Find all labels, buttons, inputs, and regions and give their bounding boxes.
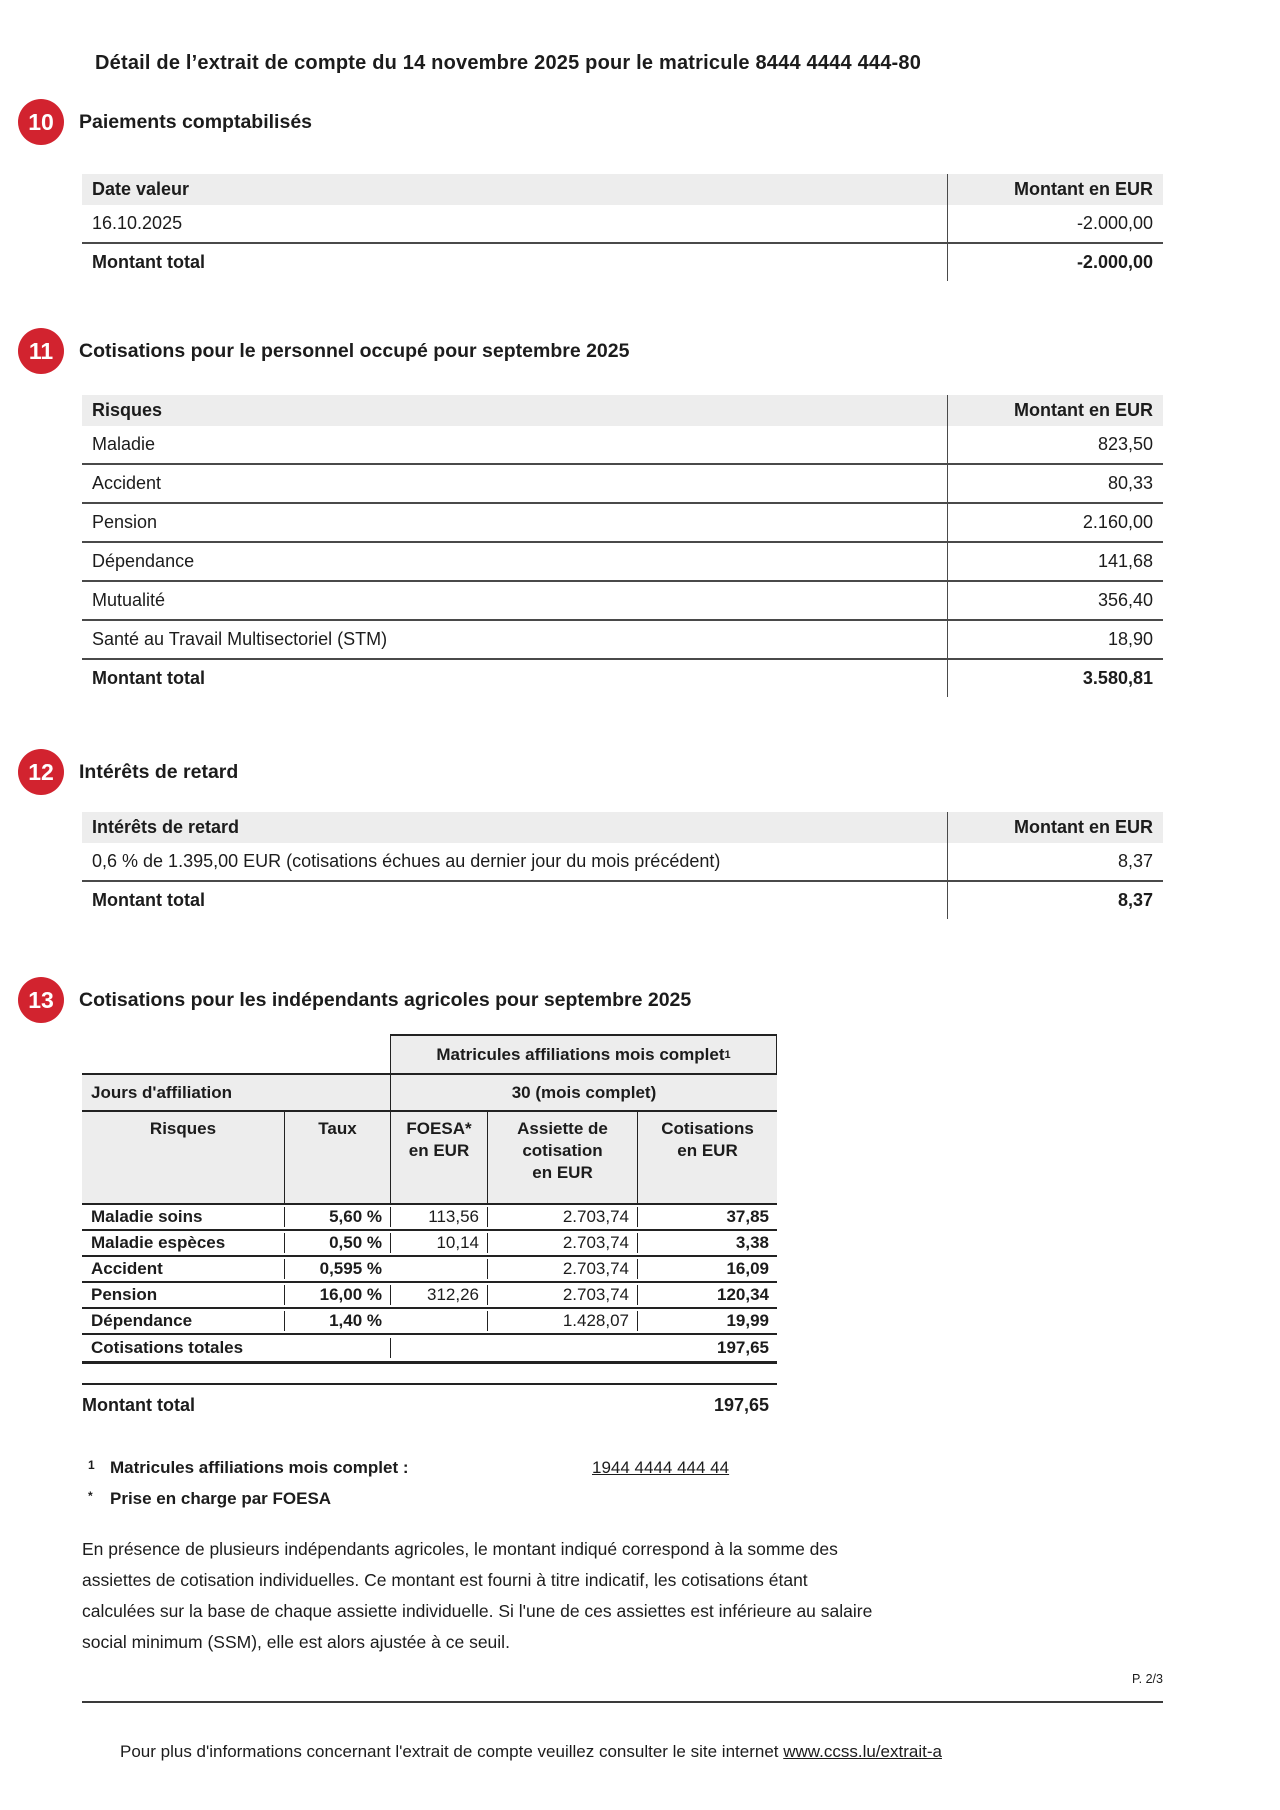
table-row bbox=[82, 1203, 777, 1229]
column-header-taux: Taux bbox=[284, 1112, 390, 1203]
amount-cell: 823,50 bbox=[947, 426, 1163, 463]
total-value: 8,37 bbox=[947, 882, 1163, 919]
table-row bbox=[82, 1281, 777, 1307]
late-interest-table bbox=[82, 812, 1163, 919]
footnote-label: Matricules affiliations mois complet : bbox=[110, 1458, 409, 1477]
footnote-ref-1: 1 bbox=[724, 1048, 731, 1061]
rate-cell: 0,50 % bbox=[284, 1233, 390, 1253]
contribution-cell: 16,09 bbox=[637, 1259, 777, 1279]
rate-cell: 5,60 % bbox=[284, 1207, 390, 1227]
amount-cell: -2.000,00 bbox=[947, 205, 1163, 242]
table-row bbox=[82, 843, 1163, 880]
column-header-foesa: FOESA* en EUR bbox=[390, 1112, 487, 1203]
paragraph-line: En présence de plusieurs indépendants agricoles, le montant indiqué correspond à la somme des bbox=[82, 1539, 838, 1559]
footnote-marker-asterisk: * bbox=[88, 1489, 93, 1503]
rate-cell: 16,00 % bbox=[284, 1285, 390, 1305]
foesa-cell: 10,14 bbox=[390, 1233, 487, 1253]
grand-total-label: Montant total bbox=[82, 1395, 195, 1415]
column-header-risques: Risques bbox=[149, 1119, 217, 1138]
base-cell: 2.703,74 bbox=[487, 1207, 637, 1227]
footer-link[interactable]: www.ccss.lu/extrait-a bbox=[783, 1742, 942, 1761]
total-value: 3.580,81 bbox=[947, 660, 1163, 697]
risk-cell: Maladie espèces bbox=[91, 1233, 226, 1252]
section-12-header bbox=[18, 749, 238, 795]
risk-cell: Maladie bbox=[92, 434, 156, 454]
base-cell: 2.703,74 bbox=[487, 1259, 637, 1279]
risk-cell: Pension bbox=[92, 512, 158, 532]
total-value: -2.000,00 bbox=[947, 244, 1163, 281]
footer-divider bbox=[82, 1701, 1163, 1703]
column-header-assiette: Assiette de cotisation en EUR bbox=[487, 1112, 637, 1203]
section-10-badge: 10 bbox=[18, 99, 64, 145]
total-row bbox=[82, 242, 1163, 281]
table-row bbox=[82, 463, 1163, 502]
contributions-total-row bbox=[82, 1333, 777, 1364]
matricules-header-cell bbox=[390, 1034, 777, 1073]
paragraph-line: social minimum (SSM), elle est alors ajustée à ce seuil. bbox=[82, 1632, 510, 1652]
section-11-title: Cotisations pour le personnel occupé pour septembre 2025 bbox=[79, 339, 630, 362]
table-header-row bbox=[82, 174, 1163, 205]
total-row bbox=[82, 880, 1163, 919]
amount-cell: 18,90 bbox=[947, 621, 1163, 658]
section-10-header bbox=[18, 99, 312, 145]
section-12-title: Intérêts de retard bbox=[79, 760, 239, 783]
column-header-amount: Montant en EUR bbox=[947, 812, 1163, 843]
base-cell: 2.703,74 bbox=[487, 1233, 637, 1253]
foesa-cell: 312,26 bbox=[390, 1285, 487, 1305]
paragraph-line: assiettes de cotisation individuelles. Ce montant est fourni à titre indicatif, les cotisations étant bbox=[82, 1570, 808, 1590]
section-12-badge: 12 bbox=[18, 749, 64, 795]
staff-contributions-table bbox=[82, 395, 1163, 697]
table-header-row bbox=[82, 395, 1163, 426]
footnotes bbox=[82, 1458, 782, 1520]
paragraph-line: calculées sur la base de chaque assiette individuelle. Si l'une de ces assiettes est inférieure au salaire bbox=[82, 1601, 873, 1621]
column-header-cotisations: Cotisations en EUR bbox=[637, 1112, 777, 1203]
columns-header-row bbox=[82, 1110, 777, 1203]
footer bbox=[120, 1742, 942, 1762]
risk-cell: Dépendance bbox=[91, 1311, 193, 1330]
section-13-badge: 13 bbox=[18, 977, 64, 1023]
table-row bbox=[82, 619, 1163, 658]
table-row bbox=[82, 426, 1163, 463]
table-row bbox=[82, 541, 1163, 580]
rate-cell: 1,40 % bbox=[284, 1311, 390, 1331]
column-header-amount: Montant en EUR bbox=[947, 395, 1163, 426]
contribution-cell: 37,85 bbox=[637, 1207, 777, 1227]
matricules-header-row bbox=[82, 1034, 777, 1073]
risk-cell: Accident bbox=[92, 473, 162, 493]
contribution-cell: 120,34 bbox=[637, 1285, 777, 1305]
affiliation-days-label: Jours d'affiliation bbox=[91, 1082, 232, 1102]
agricultural-contributions-table bbox=[82, 1034, 777, 1364]
table-row bbox=[82, 502, 1163, 541]
total-label: Montant total bbox=[92, 668, 205, 688]
footnote-label: Prise en charge par FOESA bbox=[110, 1489, 332, 1508]
section-11-badge: 11 bbox=[18, 328, 64, 374]
grand-total-value: 197,65 bbox=[713, 1395, 769, 1415]
amount-cell: 80,33 bbox=[947, 465, 1163, 502]
section-13-header bbox=[18, 977, 691, 1023]
affiliation-days-row bbox=[82, 1073, 777, 1110]
base-cell: 1.428,07 bbox=[487, 1311, 637, 1331]
amount-cell: 2.160,00 bbox=[947, 504, 1163, 541]
risk-cell: Santé au Travail Multisectoriel (STM) bbox=[92, 629, 388, 649]
risk-cell: Pension bbox=[91, 1285, 158, 1304]
table-row bbox=[82, 1229, 777, 1255]
base-cell: 2.703,74 bbox=[487, 1285, 637, 1305]
table-row bbox=[82, 1307, 777, 1333]
spacer bbox=[82, 1034, 390, 1073]
total-label: Montant total bbox=[92, 890, 205, 910]
contributions-total-value: 197,65 bbox=[390, 1338, 777, 1358]
table-row bbox=[82, 205, 1163, 242]
column-header-amount: Montant en EUR bbox=[947, 174, 1163, 205]
contribution-cell: 3,38 bbox=[637, 1233, 777, 1253]
column-header-date: Date valeur bbox=[92, 179, 190, 199]
footnote-matricules bbox=[82, 1458, 782, 1482]
footer-text: Pour plus d'informations concernant l'extrait de compte veuillez consulter le site internet bbox=[120, 1742, 779, 1761]
section-11-header bbox=[18, 328, 629, 374]
contribution-cell: 19,99 bbox=[637, 1311, 777, 1331]
agri-grand-total-row bbox=[82, 1383, 777, 1416]
column-header-risk: Risques bbox=[92, 400, 163, 420]
column-header-interest: Intérêts de retard bbox=[92, 817, 240, 837]
matricules-header-text: Matricules affiliations mois complet bbox=[436, 1044, 725, 1064]
footnote-foesa bbox=[82, 1489, 782, 1513]
explanatory-paragraph bbox=[82, 1534, 872, 1658]
section-10-title: Paiements comptabilisés bbox=[79, 110, 313, 133]
footnote-matricule-value: 1944 4444 444 44 bbox=[592, 1458, 730, 1477]
total-label: Montant total bbox=[92, 252, 205, 272]
foesa-cell: 113,56 bbox=[390, 1207, 487, 1227]
section-13-title: Cotisations pour les indépendants agricoles pour septembre 2025 bbox=[79, 988, 692, 1011]
risk-cell: Maladie soins bbox=[91, 1207, 203, 1226]
amount-cell: 356,40 bbox=[947, 582, 1163, 619]
page-number: P. 2/3 bbox=[1131, 1672, 1163, 1686]
amount-cell: 141,68 bbox=[947, 543, 1163, 580]
table-row bbox=[82, 580, 1163, 619]
amount-cell: 8,37 bbox=[947, 843, 1163, 880]
date-cell: 16.10.2025 bbox=[92, 213, 183, 233]
risk-cell: Dépendance bbox=[92, 551, 195, 571]
total-row bbox=[82, 658, 1163, 697]
affiliation-days-value: 30 (mois complet) bbox=[390, 1075, 777, 1110]
rate-cell: 0,595 % bbox=[284, 1259, 390, 1279]
footnote-marker-1: 1 bbox=[88, 1458, 95, 1472]
interest-description-cell: 0,6 % de 1.395,00 EUR (cotisations échues au dernier jour du mois précédent) bbox=[92, 851, 721, 871]
table-header-row bbox=[82, 812, 1163, 843]
contributions-total-label: Cotisations totales bbox=[91, 1338, 244, 1357]
risk-cell: Mutualité bbox=[92, 590, 166, 610]
risk-cell: Accident bbox=[91, 1259, 163, 1278]
table-row bbox=[82, 1255, 777, 1281]
page-title: Détail de l’extrait de compte du 14 novembre 2025 pour le matricule 8444 4444 444-80 bbox=[95, 52, 922, 74]
payments-table bbox=[82, 174, 1163, 281]
